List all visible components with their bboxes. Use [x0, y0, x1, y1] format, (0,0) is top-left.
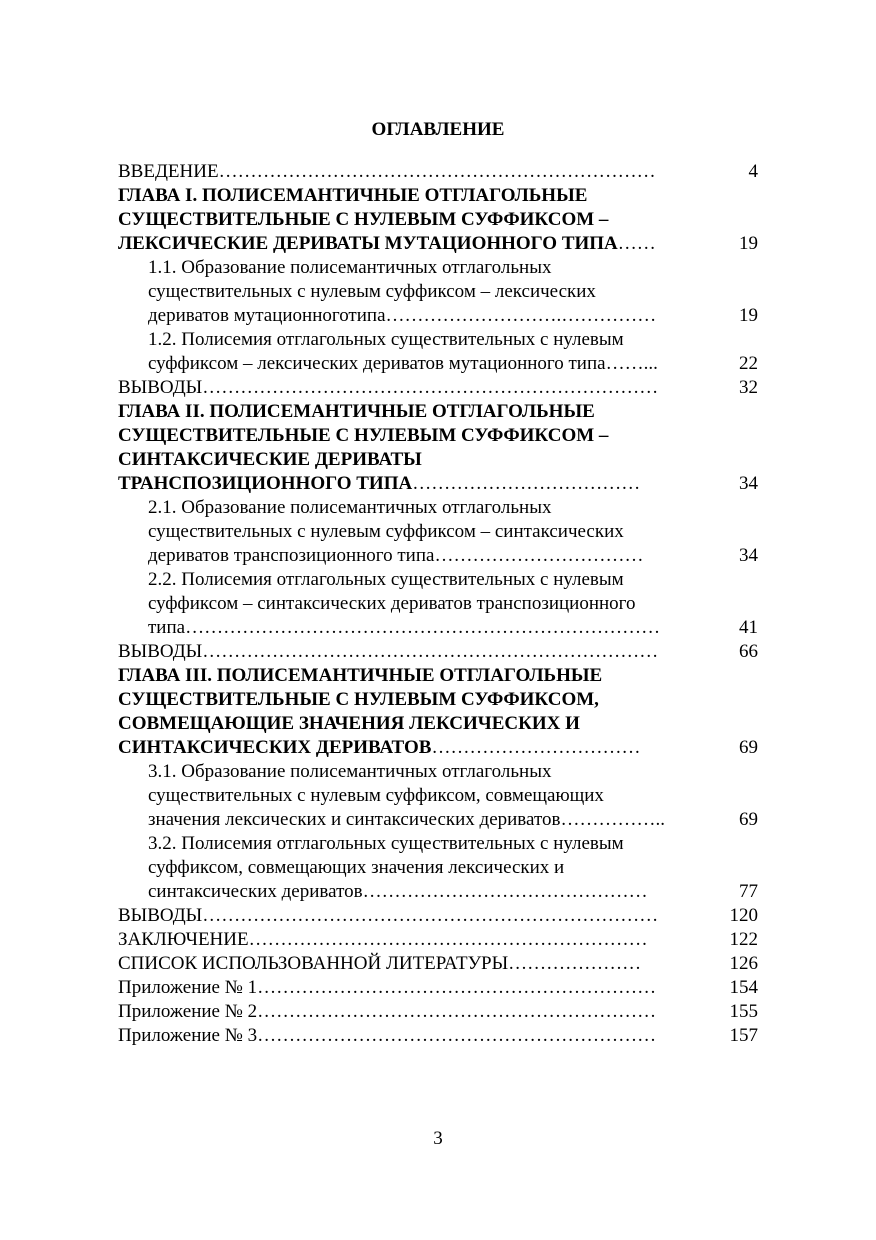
dot-leader: ……………………………………………………………… [202, 905, 659, 926]
toc-entry-line [118, 928, 708, 952]
toc-entry-line-text: типа [148, 617, 186, 638]
toc-entry-title [118, 400, 708, 496]
toc-entry-line [118, 232, 708, 256]
toc-entry-line-text: ВЫВОДЫ [118, 377, 203, 398]
dot-leader: ……………………………………………………… [248, 929, 648, 950]
toc-entry-line-text: 3.2. Полисемия отглагольных существительных с нулевым [148, 833, 624, 854]
toc-entry-line [118, 640, 708, 664]
table-of-contents [118, 160, 758, 1048]
toc-entry-line [148, 256, 708, 280]
toc-entry-line [148, 568, 708, 592]
toc-entry-line [148, 304, 708, 328]
toc-entry-line-text: дериватов мутационноготипа [148, 305, 386, 326]
dot-leader: …………………………… [431, 737, 641, 758]
toc-entry-line [148, 280, 708, 304]
toc-entry-line-text: ТРАНСПОЗИЦИОННОГО ТИПА [118, 473, 413, 494]
toc-entry-page: 157 [729, 1025, 758, 1046]
toc-entry-line-text: СУЩЕСТВИТЕЛЬНЫЕ С НУЛЕВЫМ СУФФИКСОМ – [118, 425, 609, 446]
toc-entry-appendix-1[interactable] [118, 976, 758, 1000]
toc-entry-line-text: ВЫВОДЫ [118, 905, 203, 926]
toc-entry-line-text: суффиксом, совмещающих значения лексических и [148, 857, 565, 878]
page-title: ОГЛАВЛЕНИЕ [371, 119, 505, 140]
toc-entry-line [118, 424, 708, 448]
toc-entry-line-text: СУЩЕСТВИТЕЛЬНЫЕ С НУЛЕВЫМ СУФФИКСОМ – [118, 209, 609, 230]
toc-entry-line-text: 2.1. Образование полисемантичных отглагольных [148, 497, 552, 518]
dot-leader: ……... [605, 353, 658, 374]
dot-leader: ……………………………………………………………… [202, 377, 659, 398]
toc-entry-line-text: ВВЕДЕНИЕ [118, 161, 219, 182]
toc-entry-page: 120 [729, 905, 758, 926]
toc-entry-line-text: существительных с нулевым суффиксом – синтаксических [148, 521, 624, 542]
toc-entry-title [118, 832, 708, 904]
toc-entry-title [118, 1000, 708, 1024]
toc-entry-title [118, 496, 708, 568]
dot-leader: ……………………………… [412, 473, 641, 494]
toc-entry-line [118, 688, 708, 712]
toc-entry-line-text: ГЛАВА III. ПОЛИСЕМАНТИЧНЫЕ ОТГЛАГОЛЬНЫЕ [118, 665, 603, 686]
toc-entry-line [148, 856, 708, 880]
dot-leader: ……………………………………………………………… [202, 641, 659, 662]
toc-entry-chapter-1[interactable] [118, 184, 758, 256]
toc-entry-section-1-2[interactable] [118, 328, 758, 376]
dot-leader: ……………………….…………… [385, 305, 657, 326]
toc-entry-line [118, 976, 708, 1000]
page-number: 3 [433, 1128, 443, 1149]
toc-entry-line [118, 160, 708, 184]
toc-entry-page: 19 [739, 305, 758, 326]
toc-entry-title [118, 1024, 708, 1048]
toc-entry-line [148, 784, 708, 808]
toc-entry-page: 122 [729, 929, 758, 950]
dot-leader: …………………………… [434, 545, 644, 566]
toc-entry-appendix-2[interactable] [118, 1000, 758, 1024]
toc-entry-line-text: суффиксом – синтаксических дериватов транспозиционного [148, 593, 636, 614]
toc-entry-line [118, 208, 708, 232]
toc-entry-line [118, 736, 708, 760]
toc-entry-page: 126 [729, 953, 758, 974]
toc-entry-page: 69 [739, 809, 758, 830]
toc-entry-line [148, 760, 708, 784]
toc-entry-line-text: синтаксических дериватов [148, 881, 363, 902]
toc-entry-line [118, 376, 708, 400]
toc-entry-title [118, 376, 708, 400]
dot-leader: ………………… [508, 953, 642, 974]
toc-entry-page: 34 [739, 473, 758, 494]
toc-entry-line [118, 400, 708, 424]
toc-entry-intro[interactable] [118, 160, 758, 184]
toc-entry-line [118, 904, 708, 928]
toc-entry-line-text: дериватов транспозиционного типа [148, 545, 435, 566]
toc-entry-line [148, 592, 708, 616]
toc-entry-title [118, 904, 708, 928]
toc-entry-page: 19 [739, 233, 758, 254]
toc-entry-line-text: существительных с нулевым суффиксом, совмещающих [148, 785, 604, 806]
toc-entry-line-text: Приложение № 2 [118, 1001, 258, 1022]
toc-entry-page: 69 [739, 737, 758, 758]
toc-entry-title [118, 952, 708, 976]
toc-entry-line-text: значения лексических и синтаксических дериватов [148, 809, 561, 830]
toc-entry-line [148, 520, 708, 544]
toc-entry-line [118, 952, 708, 976]
toc-entry-title [118, 328, 708, 376]
toc-entry-line-text: СОВМЕЩАЮЩИЕ ЗНАЧЕНИЯ ЛЕКСИЧЕСКИХ И [118, 713, 580, 734]
toc-entry-page: 154 [729, 977, 758, 998]
toc-entry-line-text: ЛЕКСИЧЕСКИЕ ДЕРИВАТЫ МУТАЦИОННОГО ТИПА [118, 233, 618, 254]
toc-entry-line-text: ГЛАВА II. ПОЛИСЕМАНТИЧНЫЕ ОТГЛАГОЛЬНЫЕ [118, 401, 595, 422]
toc-entry-appendix-3[interactable] [118, 1024, 758, 1048]
toc-entry-line [118, 184, 708, 208]
toc-entry-line [118, 448, 708, 472]
toc-entry-line-text: СУЩЕСТВИТЕЛЬНЫЕ С НУЛЕВЫМ СУФФИКСОМ, [118, 689, 599, 710]
toc-entry-line-text: СИНТАКСИЧЕСКИХ ДЕРИВАТОВ [118, 737, 432, 758]
toc-entry-final-conclusion[interactable] [118, 928, 758, 952]
toc-entry-line [118, 1000, 708, 1024]
toc-entry-title [118, 928, 708, 952]
toc-entry-title [118, 568, 708, 640]
toc-entry-chapter-3[interactable] [118, 664, 758, 760]
toc-entry-line-text: 3.1. Образование полисемантичных отглагольных [148, 761, 552, 782]
toc-entry-line [148, 328, 708, 352]
toc-entry-line [148, 832, 708, 856]
toc-entry-line-text: ГЛАВА I. ПОЛИСЕМАНТИЧНЫЕ ОТГЛАГОЛЬНЫЕ [118, 185, 588, 206]
toc-entry-line-text: 1.2. Полисемия отглагольных существительных с нулевым [148, 329, 624, 350]
toc-entry-line [118, 664, 708, 688]
toc-entry-title [118, 160, 708, 184]
toc-entry-page: 77 [739, 881, 758, 902]
toc-entry-section-3-1[interactable] [118, 760, 758, 832]
toc-entry-line-text: ЗАКЛЮЧЕНИЕ [118, 929, 249, 950]
toc-entry-line [118, 1024, 708, 1048]
toc-entry-page: 32 [739, 377, 758, 398]
dot-leader: ……………………………………………………… [257, 977, 657, 998]
toc-entry-conclusions-2[interactable] [118, 640, 758, 664]
dot-leader: ………………………………………………………………… [185, 617, 661, 638]
toc-entry-line [148, 808, 708, 832]
toc-entry-page: 66 [739, 641, 758, 662]
toc-entry-conclusions-1[interactable] [118, 376, 758, 400]
toc-entry-bibliography[interactable] [118, 952, 758, 976]
toc-entry-section-2-1[interactable] [118, 496, 758, 568]
toc-entry-line-text: Приложение № 1 [118, 977, 258, 998]
toc-entry-title [118, 760, 708, 832]
dot-leader: ……………………………………………………… [257, 1025, 657, 1046]
toc-entry-title [118, 184, 708, 256]
dot-leader: …… [617, 233, 656, 254]
toc-entry-line [148, 352, 708, 376]
dot-leader: ……………………………………… [362, 881, 648, 902]
toc-entry-section-2-2[interactable] [118, 568, 758, 640]
toc-entry-page: 4 [748, 161, 758, 182]
toc-entry-title [118, 640, 708, 664]
toc-entry-line [118, 472, 708, 496]
toc-entry-line-text: 2.2. Полисемия отглагольных существительных с нулевым [148, 569, 624, 590]
toc-entry-conclusions-3[interactable] [118, 904, 758, 928]
toc-entry-line-text: ВЫВОДЫ [118, 641, 203, 662]
toc-entry-line-text: суффиксом – лексических дериватов мутационного типа [148, 353, 606, 374]
toc-entry-title [118, 976, 708, 1000]
toc-entry-line [148, 496, 708, 520]
toc-entry-title [118, 664, 708, 760]
toc-entry-line [118, 712, 708, 736]
toc-entry-line-text: СПИСОК ИСПОЛЬЗОВАННОЙ ЛИТЕРАТУРЫ [118, 953, 509, 974]
toc-entry-chapter-2[interactable] [118, 400, 758, 496]
toc-entry-line-text: Приложение № 3 [118, 1025, 258, 1046]
toc-entry-line [148, 544, 708, 568]
dot-leader: ……………………………………………………… [257, 1001, 657, 1022]
dot-leader: …………………………………………………………… [218, 161, 656, 182]
toc-entry-section-3-2[interactable] [118, 832, 758, 904]
toc-entry-page: 41 [739, 617, 758, 638]
toc-entry-page: 34 [739, 545, 758, 566]
toc-entry-section-1-1[interactable] [118, 256, 758, 328]
toc-entry-line-text: 1.1. Образование полисемантичных отглагольных [148, 257, 552, 278]
toc-entry-page: 155 [729, 1001, 758, 1022]
toc-entry-line-text: существительных с нулевым суффиксом – лексических [148, 281, 596, 302]
toc-entry-title [118, 256, 708, 328]
toc-entry-line [148, 616, 708, 640]
toc-entry-page: 22 [739, 353, 758, 374]
toc-entry-line-text: СИНТАКСИЧЕСКИЕ ДЕРИВАТЫ [118, 449, 422, 470]
toc-entry-line [148, 880, 708, 904]
dot-leader: …………….. [560, 809, 665, 830]
